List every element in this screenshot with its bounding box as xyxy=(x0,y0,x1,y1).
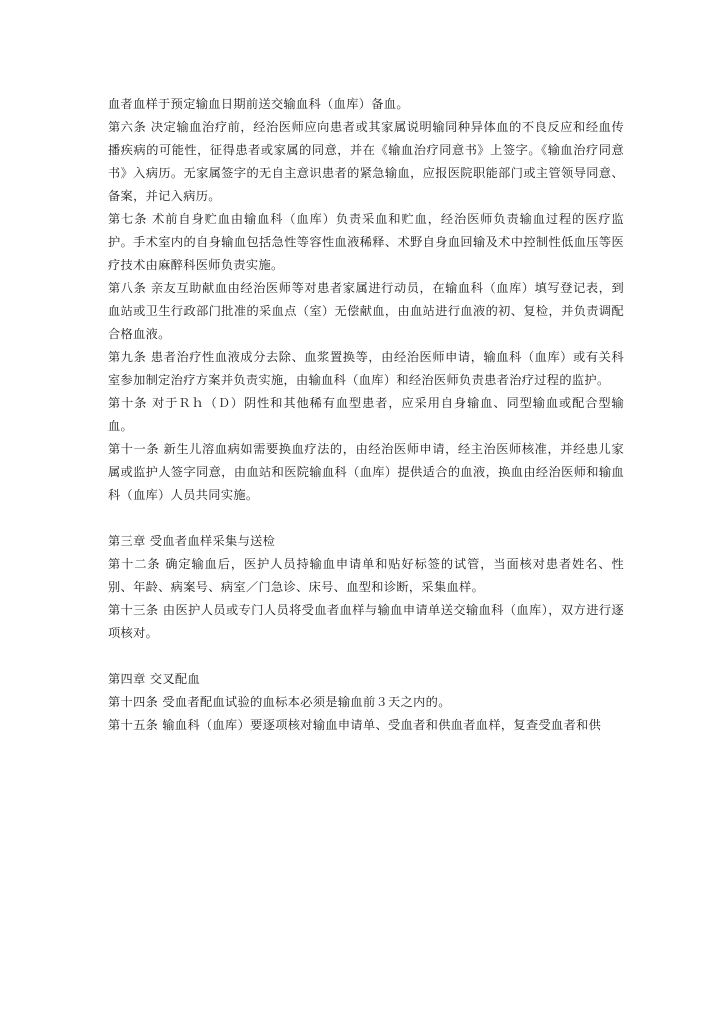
article-10: 第十条 对于Ｒｈ（Ｄ）阴性和其他稀有血型患者，应采用自身输血、同型输血或配合型输血。 xyxy=(108,396,624,433)
spacer xyxy=(108,507,624,530)
article-11: 第十一条 新生儿溶血病如需要换血疗法的，由经治医师申请，经主治医师核准，并经患儿家属或监护人签字同意，由血站和医院输血科（血库）提供适合的血液，换血由经治医师和输血科（血库）人员共同实施。 xyxy=(108,442,624,502)
chapter-3-heading: 第三章 受血者血样采集与送检 xyxy=(108,534,276,548)
document-page xyxy=(108,93,624,737)
article-8: 第八条 亲友互助献血由经治医师等对患者家属进行动员，在输血科（血库）填写登记表，到血站或卫生行政部门批准的采血点（室）无偿献血，由血站进行血液的初、复检，并负责调配合格血液。 xyxy=(108,281,624,341)
article-12: 第十二条 确定输血后，医护人员持输血申请单和贴好标签的试管，当面核对患者姓名、性别、年龄、病案号、病室／门急诊、床号、血型和诊断，采集血样。 xyxy=(108,557,624,594)
chapter-4-heading: 第四章 交叉配血 xyxy=(108,672,200,686)
paragraph-blood-sample-delivery: 血者血样于预定输血日期前送交输血科（血库）备血。 xyxy=(108,97,409,111)
article-6: 第六条 决定输血治疗前，经治医师应向患者或其家属说明输同种异体血的不良反应和经血传播疾病的可能性，征得患者或家属的同意，并在《输血治疗同意书》上签字。《输血治疗同意书》入病历。无家属签字的无自主意识患者的紧急输血，应报医院职能部门或主管领导同意、备案，并记入病历。 xyxy=(108,120,624,203)
article-14: 第十四条 受血者配血试验的血标本必须是输血前３天之内的。 xyxy=(108,695,451,709)
article-7: 第七条 术前自身贮血由输血科（血库）负责采血和贮血，经治医师负责输血过程的医疗监护。手术室内的自身输血包括急性等容性血液稀释、术野自身血回输及术中控制性低血压等医疗技术由麻醉科医师负责实施。 xyxy=(108,212,624,272)
spacer xyxy=(108,645,624,668)
article-9: 第九条 患者治疗性血液成分去除、血浆置换等，由经治医师申请，输血科（血库）或有关科室参加制定治疗方案并负责实施，由输血科（血库）和经治医师负责患者治疗过程的监护。 xyxy=(108,350,624,387)
article-15: 第十五条 输血科（血库）要逐项核对输血申请单、受血者和供血者血样，复查受血者和供 xyxy=(108,718,602,732)
article-13: 第十三条 由医护人员或专门人员将受血者血样与输血申请单送交输血科（血库），双方进行逐项核对。 xyxy=(108,603,624,640)
